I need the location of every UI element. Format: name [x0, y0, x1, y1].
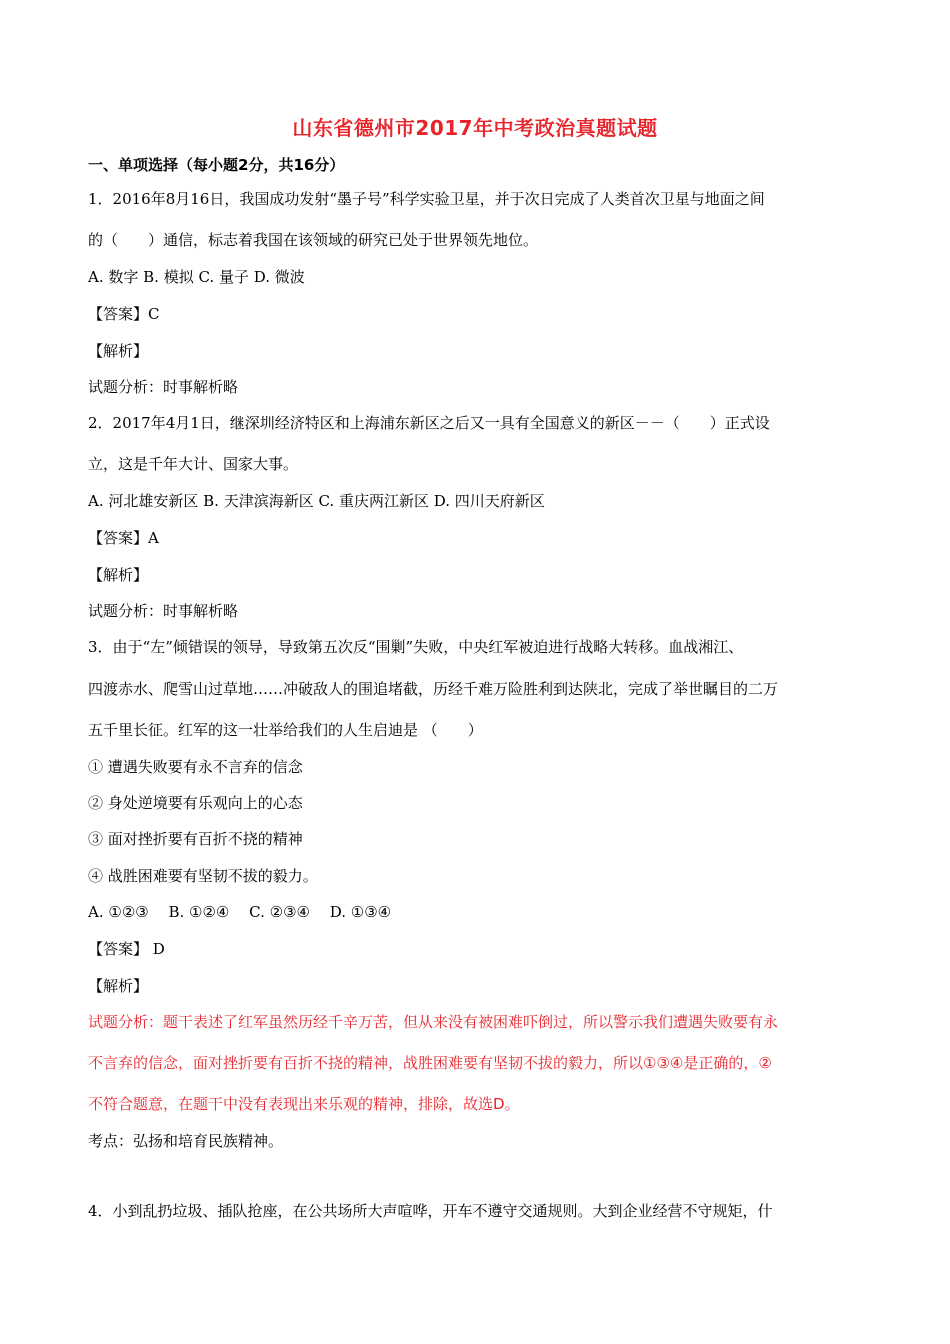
q1-analysis: 试题分析：时事解析略	[88, 378, 239, 396]
q3-analysis-label: 【解析】	[88, 977, 149, 995]
q3-analysis-line-2: 不言弃的信念，面对挫折要有百折不挠的精神，战胜困难要有坚韧不拔的毅力，所以①③④是正确的，②	[88, 1054, 772, 1072]
q3-stem-line-3: 五千里长征。红军的这一壮举给我们的人生启迪是 （ ）	[88, 721, 483, 739]
q2-stem-line-2: 立，这是千年大计、国家大事。	[88, 455, 299, 473]
q3-analysis-line-3: 不符合题意，在题干中没有表现出来乐观的精神，排除，故选D。	[88, 1095, 520, 1113]
q2-analysis: 试题分析：时事解析略	[88, 602, 239, 620]
document-title: 山东省德州市2017年中考政治真题试题	[292, 116, 658, 140]
q3-statement-1: ① 遭遇失败要有永不言弃的信念	[88, 758, 303, 776]
q2-stem-line-1: 2．2017年4月1日，继深圳经济特区和上海浦东新区之后又一具有全国意义的新区－－（ ）正式设	[88, 414, 770, 432]
q1-analysis-label: 【解析】	[88, 342, 149, 360]
q3-answer: 【答案】 D	[88, 940, 165, 958]
q3-stem-line-2: 四渡赤水、爬雪山过草地……冲破敌人的围追堵截，历经千难万险胜利到达陕北，完成了举世瞩目的二万	[88, 680, 779, 698]
q1-answer: 【答案】C	[88, 305, 160, 323]
q3-kaodian: 考点：弘扬和培育民族精神。	[88, 1132, 284, 1150]
q2-options: A. 河北雄安新区 B. 天津滨海新区 C. 重庆两江新区 D. 四川天府新区	[88, 492, 545, 510]
q4-stem-line-1: 4．小到乱扔垃圾、插队抢座，在公共场所大声喧哗，开车不遵守交通规则。大到企业经营不守规矩，什	[88, 1202, 773, 1220]
q3-statement-2: ② 身处逆境要有乐观向上的心态	[88, 794, 303, 812]
q1-stem-line-2: 的（ ）通信，标志着我国在该领域的研究已处于世界领先地位。	[88, 231, 539, 249]
q1-stem-line-1: 1．2016年8月16日，我国成功发射“墨子号”科学实验卫星，并于次日完成了人类首次卫星与地面之间	[88, 190, 765, 208]
q2-analysis-label: 【解析】	[88, 566, 149, 584]
q3-analysis-line-1: 试题分析：题干表述了红军虽然历经千辛万苦，但从来没有被困难吓倒过，所以警示我们遭遇失败要有永	[88, 1013, 779, 1031]
q3-options: A. ①②③ B. ①②④ C. ②③④ D. ①③④	[88, 903, 392, 921]
q3-statement-3: ③ 面对挫折要有百折不挠的精神	[88, 830, 303, 848]
q3-stem-line-1: 3．由于“左”倾错误的领导，导致第五次反“围剿”失败，中央红军被迫进行战略大转移。血战湘江、	[88, 638, 744, 656]
q2-answer: 【答案】A	[88, 529, 159, 547]
q3-statement-4: ④ 战胜困难要有坚韧不拔的毅力。	[88, 867, 318, 885]
q1-options: A. 数字 B. 模拟 C. 量子 D. 微波	[88, 268, 305, 286]
section-header: 一、单项选择（每小题2分，共16分）	[88, 156, 345, 174]
